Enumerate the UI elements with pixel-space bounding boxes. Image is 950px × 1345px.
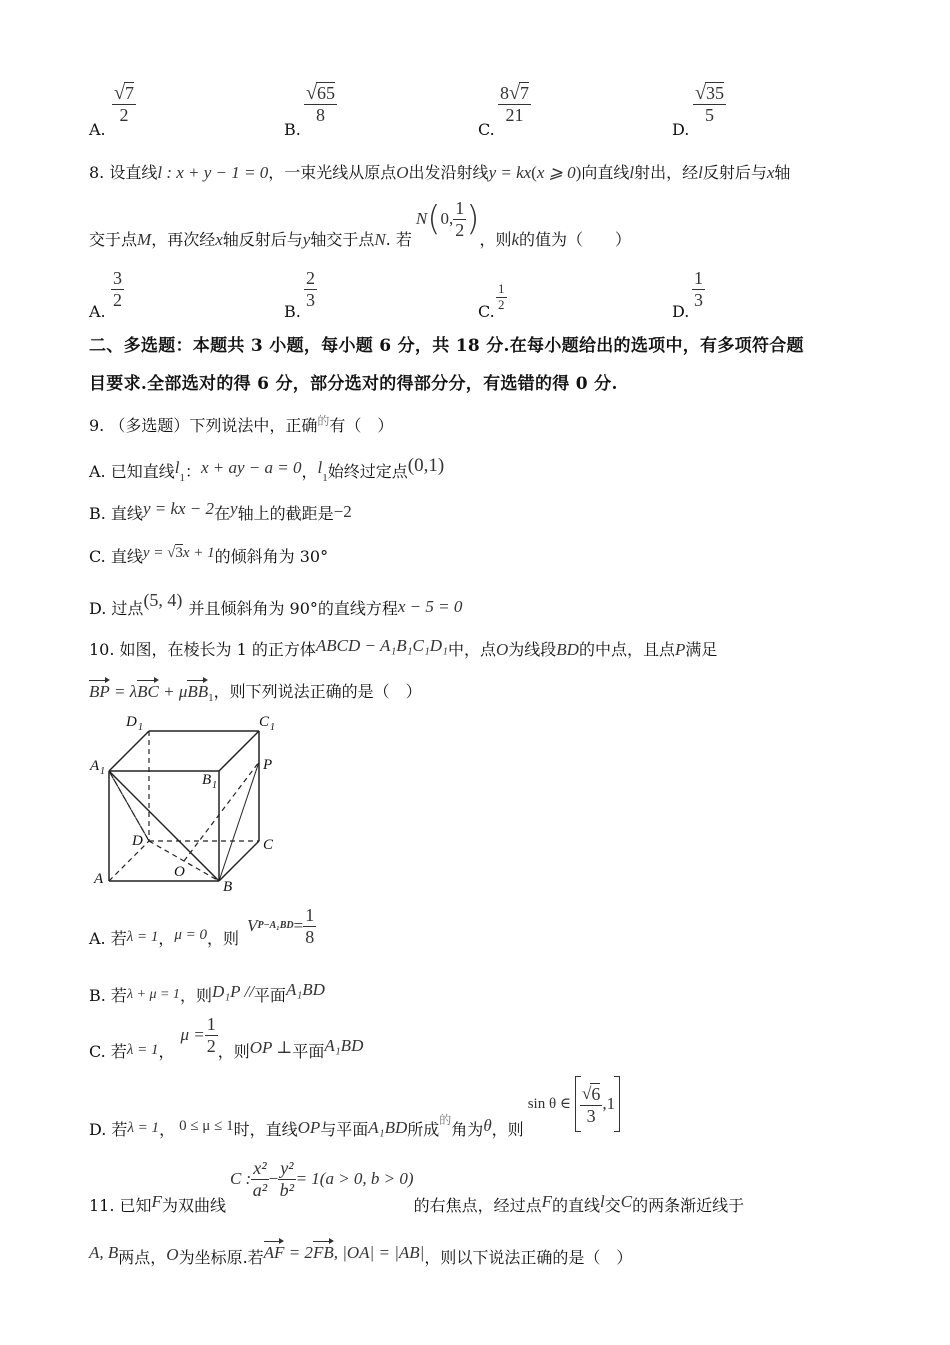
label-a: A (94, 871, 104, 887)
q10-line-2: BP = λBC + μBB$_1$，则下列说法正确的是（ ） (89, 682, 422, 705)
label-b1: B (202, 772, 212, 788)
q10-cube-figure (88, 712, 288, 897)
q10-option-d: D. 若 λ = 1 ， 0 ≤ μ ≤ 1 时，直线 OP 与平面 A₁BD 所成 的 角为 θ ，则 sin θ ∈ √ 6 3 ,1 (89, 1076, 620, 1142)
q8-option-d-value: $\frac{1}{3}$ (694, 268, 703, 310)
q7-option-b-label: B. (284, 120, 301, 139)
q8-option-d-label: D. (672, 302, 690, 321)
edge-b1-c1 (219, 731, 259, 771)
q10-line-1: 10. 如图，在棱长为 1 的正方体ABCD − A₁B₁C₁D₁中，点O为线段BD的中点，且点P满足 (89, 636, 718, 659)
q8-option-c-label: C. (478, 302, 495, 321)
q10-option-b: B. 若λ + μ = 1，则D₁P //平面A₁BD (89, 980, 325, 1005)
q9-option-d: D. 过点(5, 4) 并且倾斜角为 90°的直线方程x − 5 = 0 (89, 590, 463, 618)
label-a1-sub: 1 (100, 766, 105, 777)
q9-stem: 9. （多选题）下列说法中，正确$^的$有（ ） (89, 414, 394, 435)
edge-a1-d1 (109, 731, 149, 771)
label-b1-sub: 1 (212, 780, 217, 791)
section-2-heading-line-1: 二、多选题：本题共 3 小题，每小题 6 分，共 18 分.在每小题给出的选项中，有多项符合题 (89, 336, 804, 356)
q11-line-2: A, B两点，O为坐标原.若AF = 2FB, |OA| = |AB|，则以下说法正确的是（ ） (89, 1243, 633, 1267)
q7-option-a-label: A. (89, 120, 106, 139)
q7-option-b-value: √ 65 8 (306, 82, 335, 125)
q11-line-1: 11. 已知 F 为双曲线 C : $\frac{\text{x²}}{\text{a²}}$ − $\frac{\text{y²}}{\text{b²}}$ = 1(a > 0, b > 0) 的右焦点，经过点 F 的直线 l 交 C 的两条渐近线于 (89, 1158, 745, 1215)
edge-b-c (219, 841, 259, 881)
q7-option-a-value: √ 7 2 (114, 82, 134, 125)
line-b-p (219, 762, 259, 881)
label-c1: C (259, 714, 270, 730)
q8-option-c-value: $\frac{1}{2}$ (498, 281, 505, 312)
label-c1-sub: 1 (270, 722, 275, 733)
q8-option-b-label: B. (284, 302, 301, 321)
q7-option-d-value: √ 35 5 (695, 82, 724, 125)
q8-option-a-value: $\frac{3}{2}$ (113, 268, 122, 310)
q9-option-b: B. 直线y = kx − 2在y轴上的截距是−2 (89, 499, 352, 523)
q8-line-1: 8. 设直线l : x + y − 1 = 0，一束光线从原点O出发沿射线y = kx(x ⩾ 0)向直线l射出，经l反射后与x轴 (89, 163, 791, 182)
label-d1: D (126, 714, 137, 730)
label-b: B (223, 879, 233, 895)
edge-a-d (109, 841, 149, 881)
q9-option-c: C. 直线y = √3x + 1的倾斜角为 30° (89, 545, 329, 566)
line-o-p (184, 762, 259, 861)
section-2-heading-line-2: 目要求.全部选对的得 6 分，部分选对的得部分分，有选错的得 0 分. (89, 374, 618, 394)
label-o: O (174, 864, 185, 880)
q7-option-c-value: 8 √ 7 21 (500, 82, 529, 125)
label-a1: A (90, 758, 100, 774)
label-c: C (263, 837, 274, 853)
label-p: P (263, 757, 273, 773)
q10-option-a: A. 若 λ = 1 ， μ = 0 ，则 V P−A₁BD = $\frac{1}{8}$ (89, 905, 315, 948)
label-d: D (132, 833, 143, 849)
q8-option-a-label: A. (89, 302, 106, 321)
q9-option-a: A. 已知直线$l_1$：x + ay − a = 0，$l_1$始终过定点(0,1) (89, 455, 445, 485)
q8-option-b-value: $\frac{2}{3}$ (306, 268, 315, 310)
q10-option-c: C. 若 λ = 1 ， μ = $\frac{1}{2}$ ，则 OP ⊥ 平面 A₁BD (89, 1014, 364, 1061)
q8-line-2: 交于点 M ，再次经 x 轴反射后与 y 轴交于点 N . 若 N ( 0, $\frac{1}{2}$ ) ，则 k 的值为（ ） (89, 198, 632, 249)
label-d1-sub: 1 (138, 722, 143, 733)
q7-option-c-label: C. (478, 120, 495, 139)
q7-option-d-label: D. (672, 120, 690, 139)
